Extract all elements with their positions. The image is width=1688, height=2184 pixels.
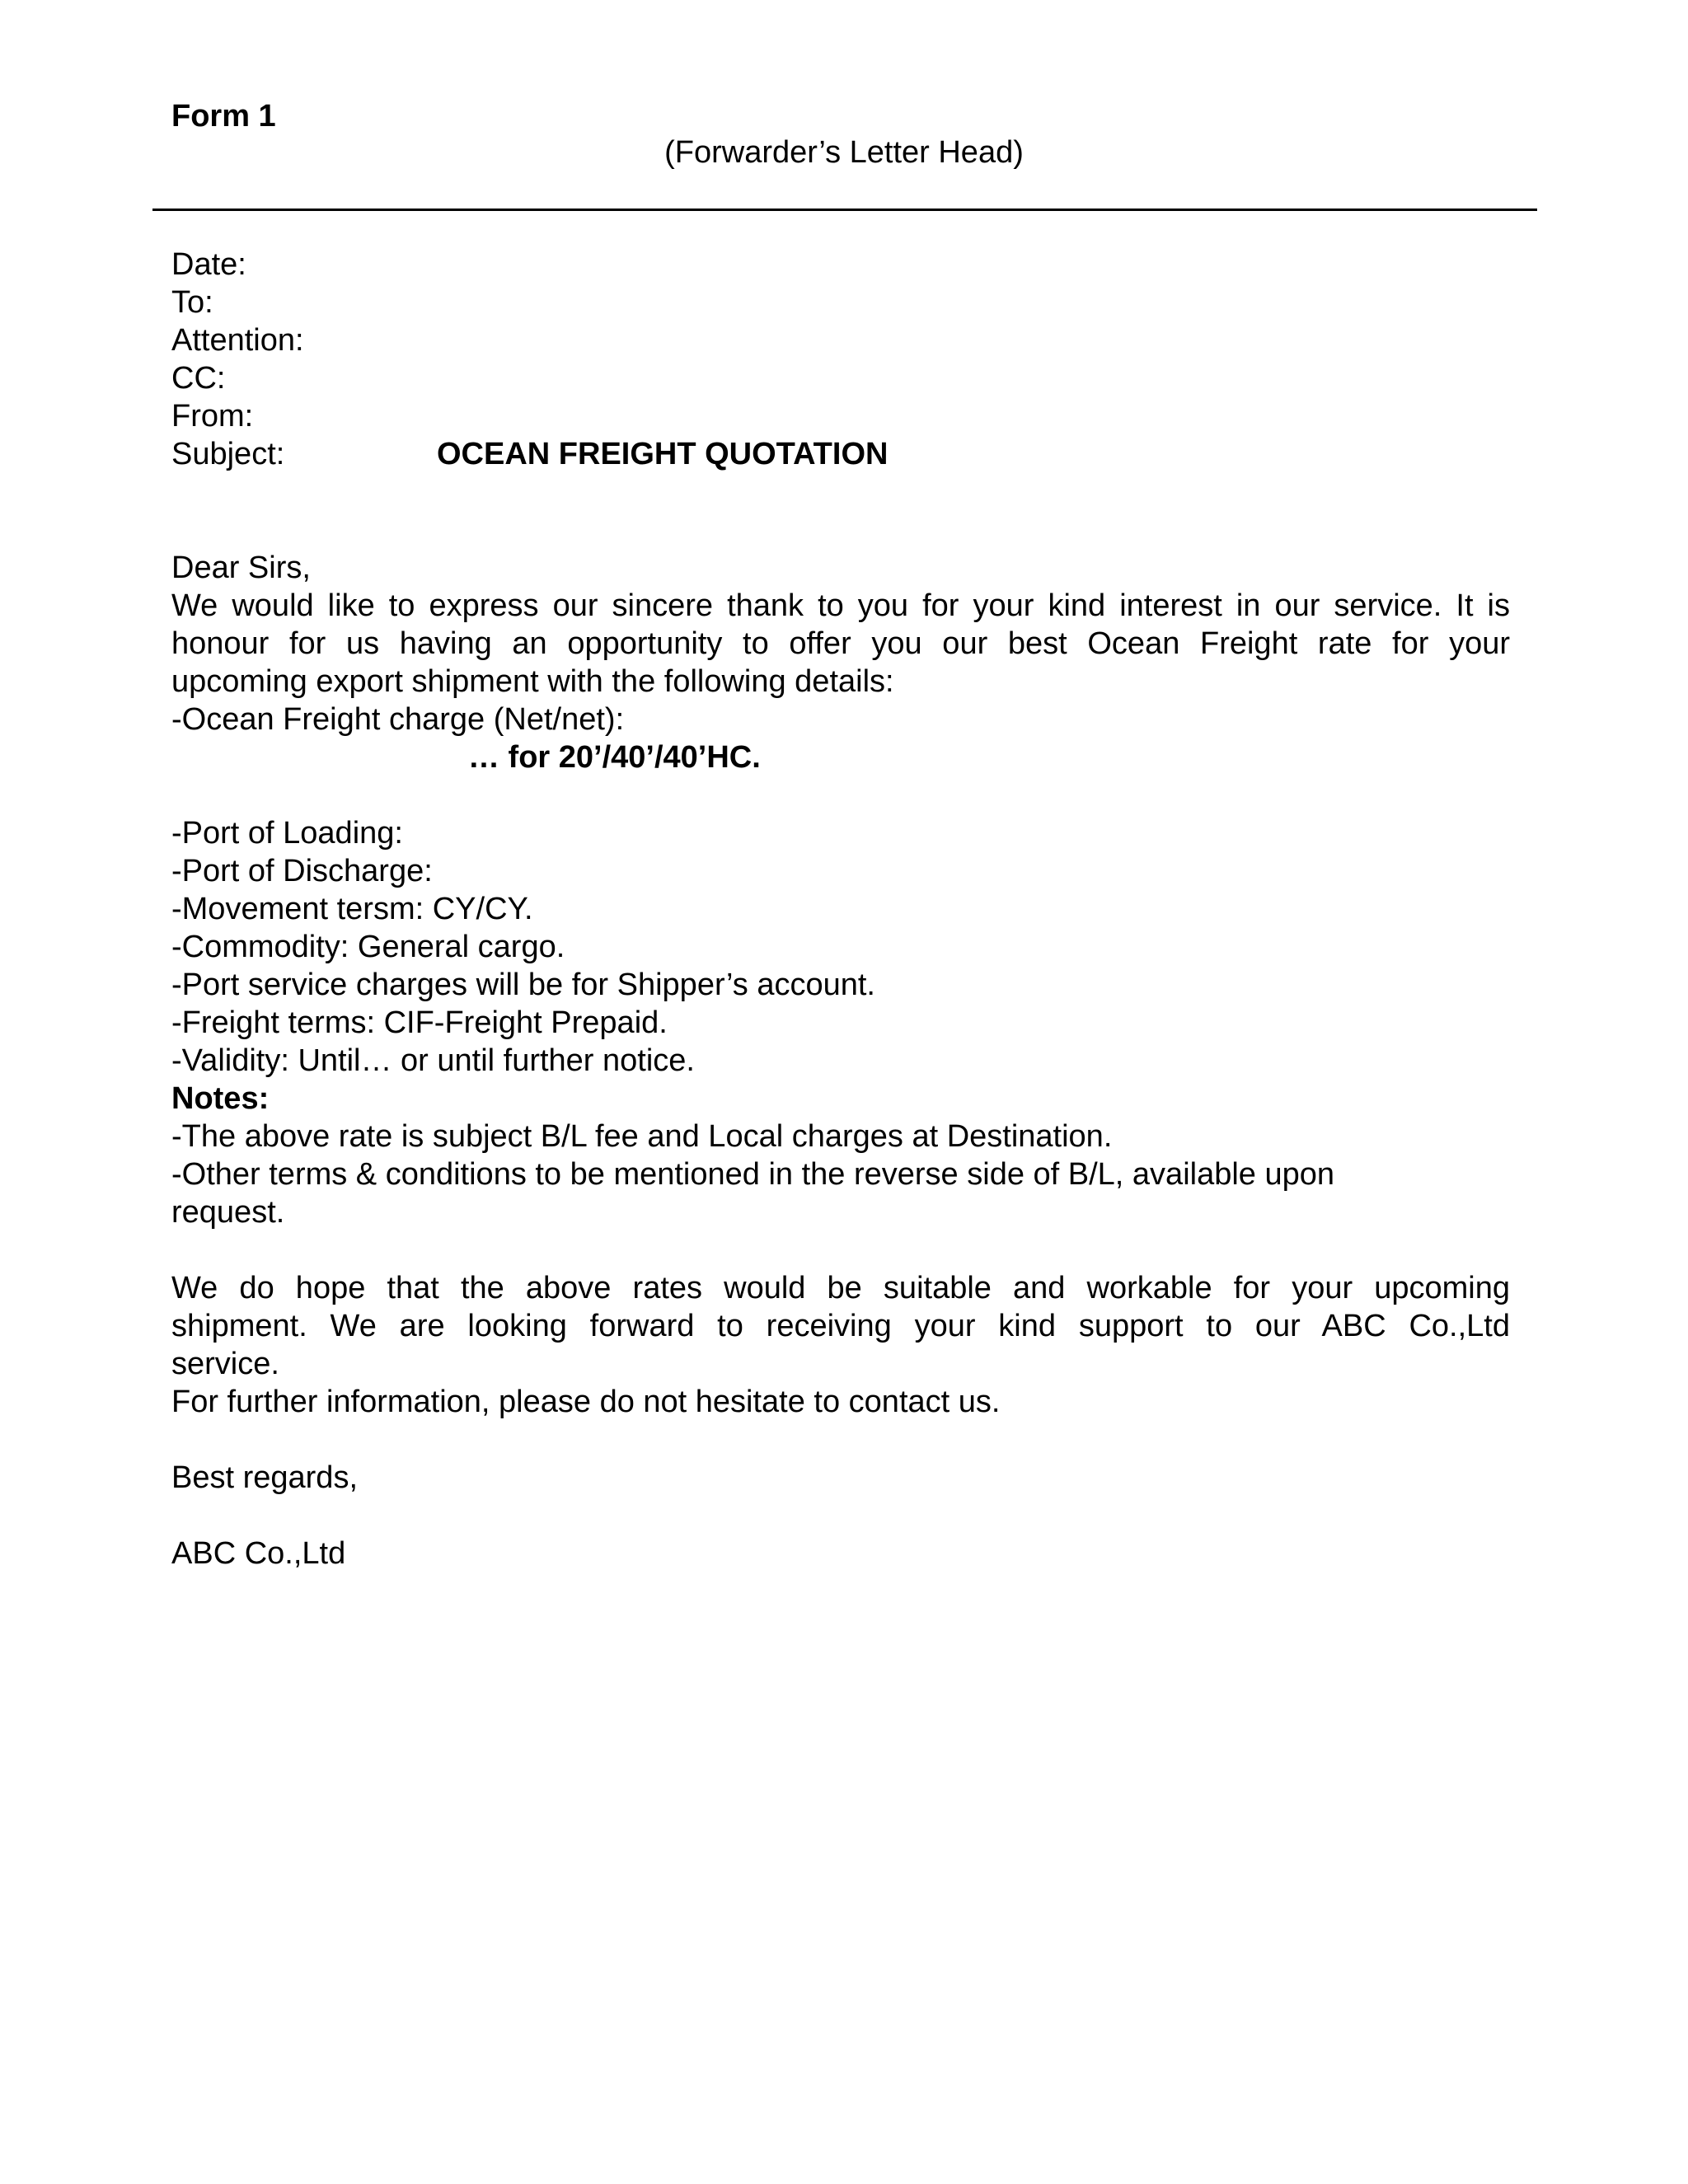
closing-line: We do hope that the above rates would be suitable and workable for your upcoming xyxy=(171,1271,1510,1305)
detail-item: -Freight terms: CIF-Freight Prepaid. xyxy=(171,1005,668,1040)
closing-line: shipment. We are looking forward to receiving your kind support to our ABC Co.,Ltd xyxy=(171,1309,1510,1343)
letterhead-placeholder: (Forwarder’s Letter Head) xyxy=(664,135,1024,170)
salutation: Dear Sirs, xyxy=(171,551,311,585)
detail-item: -Port of Loading: xyxy=(171,816,403,851)
header-divider xyxy=(152,209,1537,211)
sign-off: Best regards, xyxy=(171,1460,358,1495)
freight-charge-label: -Ocean Freight charge (Net/net): xyxy=(171,702,625,737)
intro-line: upcoming export shipment with the following details: xyxy=(171,664,894,699)
detail-item: -Validity: Until… or until further notice. xyxy=(171,1043,695,1078)
detail-item: -Movement tersm: CY/CY. xyxy=(171,892,533,926)
details-list xyxy=(171,814,1334,1231)
note-item: request. xyxy=(171,1195,285,1230)
company-name: ABC Co.,Ltd xyxy=(171,1536,346,1571)
date-label: Date: xyxy=(171,247,246,282)
further-info: For further information, please do not hesitate to contact us. xyxy=(171,1385,1001,1419)
to-label: To: xyxy=(171,285,213,320)
note-item: -Other terms & conditions to be mentioned in the reverse side of B/L, available upon xyxy=(171,1157,1335,1192)
intro-line: honour for us having an opportunity to offer you our best Ocean Freight rate for your xyxy=(171,626,1510,661)
form-label: Form 1 xyxy=(171,99,276,134)
from-label: From: xyxy=(171,399,254,434)
detail-item: -Port of Discharge: xyxy=(171,854,433,888)
notes-heading: Notes: xyxy=(171,1081,270,1116)
closing-paragraph xyxy=(171,1269,1510,1345)
detail-item: -Commodity: General cargo. xyxy=(171,930,565,964)
intro-paragraph xyxy=(171,587,1510,663)
closing-line: service. xyxy=(171,1347,279,1381)
subject-value: OCEAN FREIGHT QUOTATION xyxy=(437,437,889,471)
note-item: -The above rate is subject B/L fee and Local charges at Destination. xyxy=(171,1119,1113,1154)
freight-charge-rate: … for 20’/40’/40’HC. xyxy=(468,740,761,775)
detail-item: -Port service charges will be for Shipper’s account. xyxy=(171,968,875,1002)
subject-label: Subject: xyxy=(171,437,285,471)
intro-line: We would like to express our sincere thank to you for your kind interest in our service. It is xyxy=(171,588,1510,623)
attention-label: Attention: xyxy=(171,323,304,358)
cc-label: CC: xyxy=(171,361,226,396)
